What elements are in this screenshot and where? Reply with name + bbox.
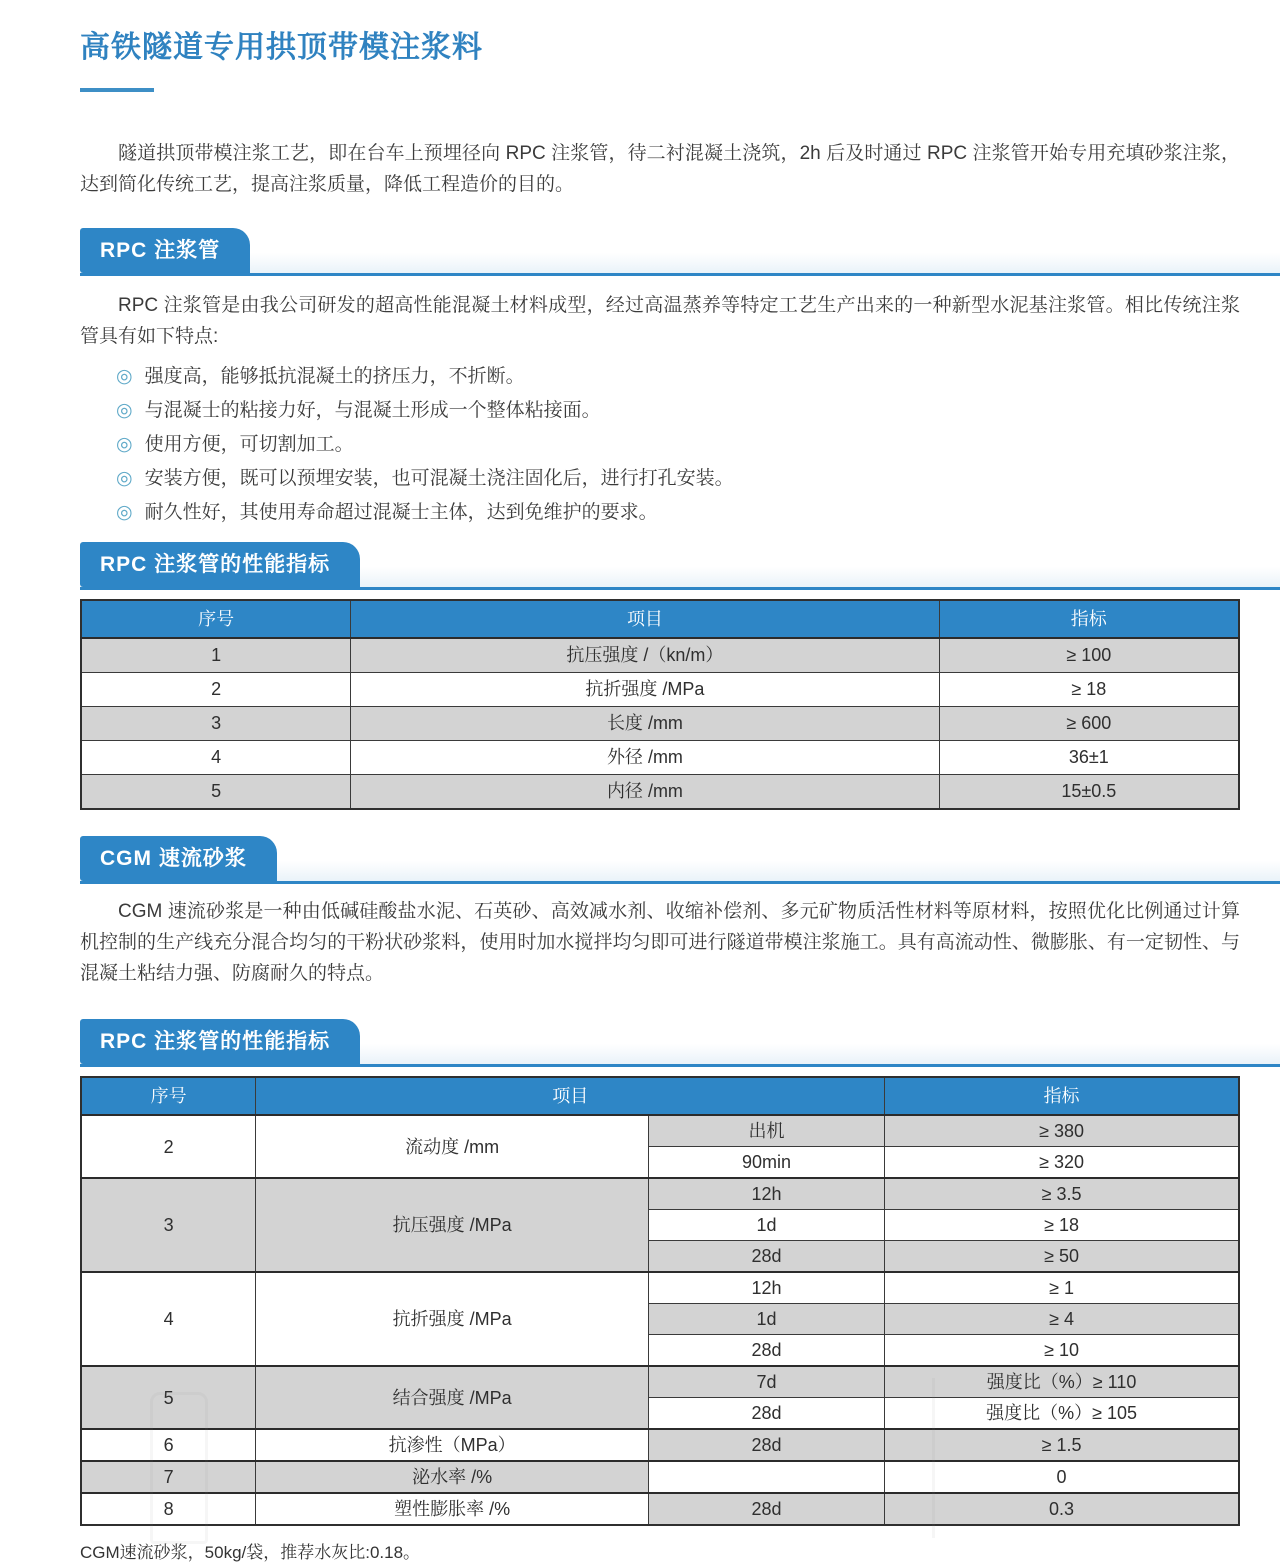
table-cell: 28d [648, 1398, 884, 1430]
table-cell: 28d [648, 1335, 884, 1367]
section-tab [80, 836, 277, 881]
column-header: 序号 [81, 1077, 256, 1115]
section-tab [80, 1019, 360, 1064]
section-tab-label: RPC 注浆管的性能指标 [100, 1030, 331, 1053]
table-cell: ≥ 100 [939, 638, 1239, 673]
bullet-icon: ◎ [116, 434, 133, 455]
table-cell: 0 [885, 1461, 1239, 1493]
table-row [81, 775, 1239, 810]
table-cell: ≥ 50 [885, 1241, 1239, 1273]
table-cell: 12h [648, 1272, 884, 1304]
table-cell: ≥ 320 [885, 1147, 1239, 1179]
table-cell: 1d [648, 1304, 884, 1335]
table-cell: 0.3 [885, 1493, 1239, 1525]
table-cell: 36±1 [939, 741, 1239, 775]
table-cell: 28d [648, 1241, 884, 1273]
column-header: 指标 [939, 600, 1239, 638]
table-cell: 流动度 /mm [256, 1115, 649, 1178]
table-header-row [81, 600, 1239, 638]
section-header-cgm [80, 836, 1280, 884]
table-row [81, 1493, 1239, 1525]
title-underline [80, 88, 154, 92]
list-item [116, 428, 1240, 462]
table-row [81, 638, 1239, 673]
table-cell: 抗压强度 /（kn/m） [351, 638, 939, 673]
bullet-icon: ◎ [116, 366, 133, 387]
column-header: 项目 [351, 600, 939, 638]
table-cell: ≥ 18 [939, 673, 1239, 707]
table-cell: 抗渗性（MPa） [256, 1429, 649, 1461]
section-tab-label: RPC 注浆管 [100, 239, 221, 262]
table-cell: 5 [81, 1366, 256, 1429]
table-cell: 长度 /mm [351, 707, 939, 741]
list-item [116, 496, 1240, 530]
table-cell: ≥ 1 [885, 1272, 1239, 1304]
table-row [81, 1178, 1239, 1210]
table-row [81, 1366, 1239, 1398]
table-row [81, 1429, 1239, 1461]
section-tab [80, 542, 360, 587]
page-title: 高铁隧道专用拱顶带模注浆料 [80, 31, 483, 64]
bullet-icon: ◎ [116, 502, 133, 523]
table-cell: 抗压强度 /MPa [256, 1178, 649, 1272]
table-cell: 3 [81, 707, 351, 741]
table-cell [648, 1461, 884, 1493]
table-row [81, 1461, 1239, 1493]
table-cell: 90min [648, 1147, 884, 1179]
section-tab [80, 228, 250, 273]
section-tab-label: CGM 速流砂浆 [100, 847, 247, 870]
cgm-specs-table [80, 1076, 1240, 1526]
table-cell: 抗折强度 /MPa [351, 673, 939, 707]
list-item-text: 与混凝士的粘接力好，与混凝土形成一个整体粘接面。 [144, 400, 601, 421]
table-cell: ≥ 10 [885, 1335, 1239, 1367]
table-row [81, 741, 1239, 775]
table-cell: 15±0.5 [939, 775, 1239, 810]
list-item-text: 安装方便，既可以预埋安装，也可混凝土浇注固化后，进行打孔安装。 [144, 468, 734, 489]
rpc-pipe-paragraph: RPC 注浆管是由我公司研发的超高性能混凝土材料成型，经过高温蒸养等特定工艺生产出来的一种新型水泥基注浆管。相比传统注浆管具有如下特点: [80, 295, 1240, 347]
table-cell: ≥ 3.5 [885, 1178, 1239, 1210]
table-cell: 塑性膨胀率 /% [256, 1493, 649, 1525]
section-header-rpc-specs [80, 542, 1280, 590]
list-item-text: 使用方便，可切割加工。 [144, 434, 354, 455]
bullet-icon: ◎ [116, 400, 133, 421]
table-cell: ≥ 18 [885, 1210, 1239, 1241]
table-cell: ≥ 1.5 [885, 1429, 1239, 1461]
table-cell: 抗折强度 /MPa [256, 1272, 649, 1366]
rpc-feature-list [80, 360, 1240, 530]
table-cell: ≥ 380 [885, 1115, 1239, 1147]
column-header: 指标 [885, 1077, 1239, 1115]
table-header-row [81, 1077, 1239, 1115]
table-cell: 结合强度 /MPa [256, 1366, 649, 1429]
table-cell: 7d [648, 1366, 884, 1398]
table-cell: 8 [81, 1493, 256, 1525]
section-header-rpc-pipe [80, 228, 1280, 276]
table-row [81, 1115, 1239, 1147]
column-header: 项目 [256, 1077, 885, 1115]
table-cell: 外径 /mm [351, 741, 939, 775]
list-item [116, 360, 1240, 394]
list-item-text: 强度高，能够抵抗混凝土的挤压力，不折断。 [144, 366, 525, 387]
table-row [81, 673, 1239, 707]
table-cell: 4 [81, 741, 351, 775]
rpc-specs-table [80, 599, 1240, 810]
table-cell: 3 [81, 1178, 256, 1272]
table-cell: ≥ 600 [939, 707, 1239, 741]
table-cell: 2 [81, 673, 351, 707]
table-row [81, 707, 1239, 741]
table-cell: ≥ 4 [885, 1304, 1239, 1335]
table-cell: 出机 [648, 1115, 884, 1147]
table-cell: 5 [81, 775, 351, 810]
table-cell: 泌水率 /% [256, 1461, 649, 1493]
bullet-icon: ◎ [116, 468, 133, 489]
table-cell: 4 [81, 1272, 256, 1366]
column-header: 序号 [81, 600, 351, 638]
table-cell: 7 [81, 1461, 256, 1493]
list-item [116, 394, 1240, 428]
table-cell: 12h [648, 1178, 884, 1210]
cgm-paragraph: CGM 速流砂浆是一种由低碱硅酸盐水泥、石英砂、高效减水剂、收缩补偿剂、多元矿物质活性材料等原材料，按照优化比例通过计算机控制的生产线充分混合均匀的干粉状砂浆料，使用时加水搅拌均匀即可进行隧道带模注浆施工。具有高流动性、微膨胀、有一定韧性、与混凝土粘结力强、防腐耐久的特点。 [80, 901, 1240, 984]
table-cell: 2 [81, 1115, 256, 1178]
table-cell: 1d [648, 1210, 884, 1241]
table-cell: 强度比（%）≥ 110 [885, 1366, 1239, 1398]
list-item [116, 462, 1240, 496]
table-row [81, 1272, 1239, 1304]
table-cell: 28d [648, 1493, 884, 1525]
section-tab-label: RPC 注浆管的性能指标 [100, 553, 331, 576]
table-cell: 内径 /mm [351, 775, 939, 810]
list-item-text: 耐久性好，其使用寿命超过混凝士主体，达到免维护的要求。 [144, 502, 658, 523]
table-cell: 6 [81, 1429, 256, 1461]
table-cell: 强度比（%）≥ 105 [885, 1398, 1239, 1430]
footnote: CGM速流砂浆，50kg/袋，推荐水灰比:0.18。 [80, 1543, 421, 1562]
intro-paragraph: 隧道拱顶带模注浆工艺，即在台车上预埋径向 RPC 注浆管，待二衬混凝土浇筑，2h 后及时通过 RPC 注浆管开始专用充填砂浆注浆，达到简化传统工艺，提高注浆质量，降低工程造价的目的。 [80, 143, 1240, 195]
section-header-cgm-specs [80, 1019, 1280, 1067]
table-cell: 28d [648, 1429, 884, 1461]
table-cell: 1 [81, 638, 351, 673]
